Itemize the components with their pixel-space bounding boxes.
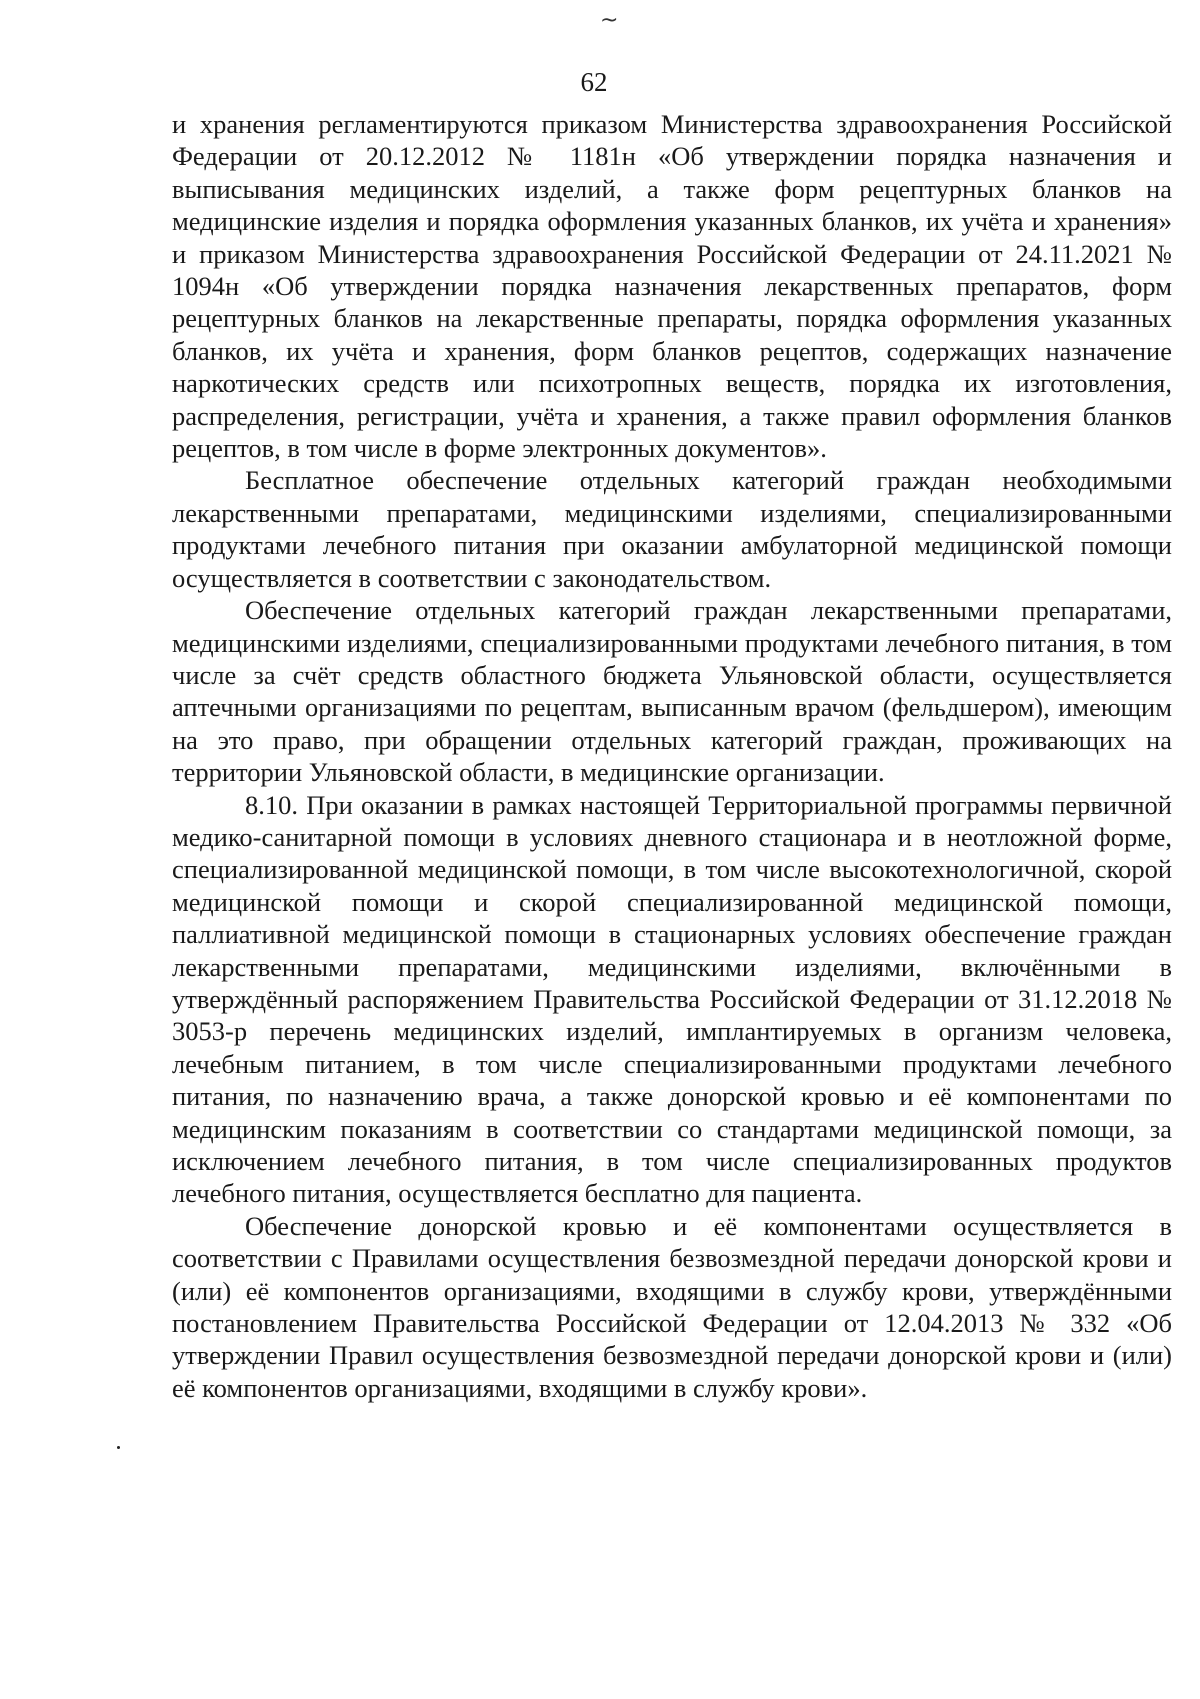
- paragraph-continuation: и хранения регламентируются приказом Министерства здравоохранения Российской Федерации от 20.12.2012 № 1181н «Об утверждении порядка назначения и выписывания медицинских изделий, а также форм рецептурных бланков на медицинские изделия и порядка оформления указанных бланков, их учёта и хранения» и приказом Министерства здравоохранения Российской Федерации от 24.11.2021 № 1094н «Об утверждении порядка назначения лекарственных препаратов, форм рецептурных бланков на лекарственные препараты, порядка оформления указанных бланков, их учёта и хранения, форм бланков рецептов, содержащих назначение наркотических средств или психотропных веществ, порядка их изготовления, распределения, регистрации, учёта и хранения, а также правил оформления бланков рецептов, в том числе в форме электронных документов».: [172, 109, 1172, 464]
- paragraph-section-8-10: 8.10. При оказании в рамках настоящей Территориальной программы первичной медико-санитарной помощи в условиях дневного стационара и в неотложной форме, специализированной медицинской помощи, в том числе высокотехнологичной, скорой медицинской помощи и скорой специализированной медицинской помощи, паллиативной медицинской помощи в стационарных условиях обеспечение граждан лекарственными препаратами, медицинскими изделиями, включёнными в утверждённый распоряжением Правительства Российской Федерации от 31.12.2018 № 3053-р перечень медицинских изделий, имплантируемых в организм человека, лечебным питанием, в том числе специализированными продуктами лечебного питания, по назначению врача, а также донорской кровью и её компонентами по медицинским показаниям в соответствии со стандартами медицинской помощи, за исключением лечебного питания, в том числе специализированных продуктов лечебного питания, осуществляется бесплатно для пациента.: [172, 789, 1172, 1209]
- document-body: [172, 108, 1172, 1404]
- paragraph-free-provision: Бесплатное обеспечение отдельных категорий граждан необходимыми лекарственными препаратами, медицинскими изделиями, специализированными продуктами лечебного питания при оказании амбулаторной медицинской помощи осуществляется в соответствии с законодательством.: [172, 465, 1172, 593]
- page-number: 62: [580, 67, 608, 97]
- paragraph-donor-blood: Обеспечение донорской кровью и её компонентами осуществляется в соответствии с Правилами осуществления безвозмездной передачи донорской крови и (или) её компонентов организациями, входящими в службу крови, утверждёнными постановлением Правительства Российской Федерации от 12.04.2013 № 332 «Об утверждении Правил осуществления безвозмездной передачи донорской крови и (или) её компонентов организациями, входящими в службу крови».: [172, 1210, 1172, 1403]
- top-mark: ~: [600, 8, 619, 33]
- paragraph-pharmacy-provision: Обеспечение отдельных категорий граждан лекарственными препаратами, медицинскими изделиями, специализированными продуктами лечебного питания, в том числе за счёт средств областного бюджета Ульяновской области, осуществляется аптечными организациями по рецептам, выписанным врачом (фельдшером), имеющим на это право, при обращении отдельных категорий граждан, проживающих на территории Ульяновской области, в медицинские организации.: [172, 595, 1172, 788]
- scan-speck: [117, 1446, 120, 1449]
